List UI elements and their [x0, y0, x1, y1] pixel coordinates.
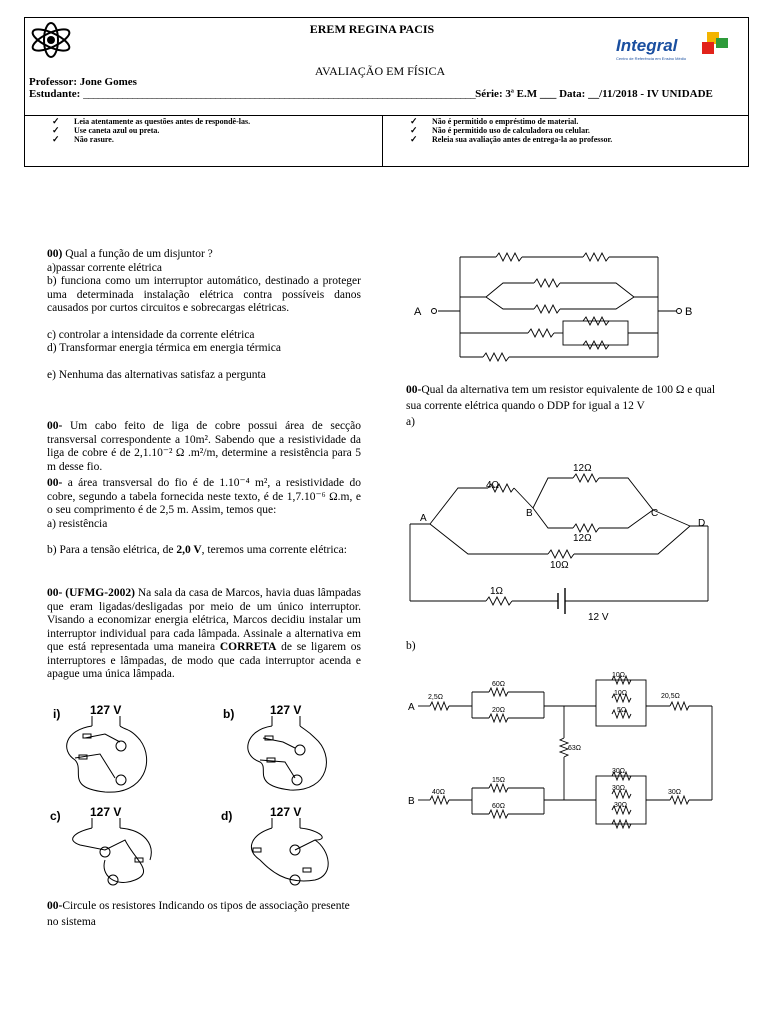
integral-logo [616, 30, 736, 66]
q4-source: (UFMG-2002) [65, 587, 135, 599]
q6-text: Qual da alternativa tem um resistor equivalente de 100 Ω e qual sua corrente elétrica quando o DDP for igual a 12 V [406, 384, 716, 412]
circuit-b-node-a: A [408, 702, 415, 713]
res-20-5-label: 20,5Ω [661, 693, 680, 700]
question-6 [406, 382, 726, 430]
cross-logo-icon [696, 30, 732, 60]
rule-item [52, 135, 250, 144]
rule-text: Não rasure. [74, 135, 114, 144]
q6-option-b: b) [406, 640, 416, 652]
circuit-b-node-b: B [408, 796, 415, 807]
professor-name: Professor: Jone Gomes [29, 76, 137, 88]
circuit-top [408, 245, 708, 367]
circuit-a-node-a: A [420, 513, 427, 524]
res-60b-label: 60Ω [492, 803, 506, 810]
q3-option-b-post: , teremos uma corrente elétrica: [201, 544, 347, 556]
q1-number: 00) [47, 248, 63, 260]
res-30a-label: 30Ω [612, 768, 626, 775]
option-d-voltage: 127 V [270, 805, 302, 819]
q3-number: 00- [47, 477, 63, 489]
q2-number: 00- [47, 420, 63, 432]
node-b-label: B [685, 306, 693, 318]
student-row [29, 88, 713, 100]
rule-text: Não é permitido o empréstimo de material. [432, 117, 579, 126]
check-icon: ✓ [52, 125, 60, 135]
q1-text: Qual a função de um disjuntor ? [65, 248, 213, 260]
resistor-1-label: 1Ω [490, 586, 504, 597]
question-5 [47, 898, 361, 930]
rule-text: Leia atentamente as questões antes de respondê-las. [74, 117, 251, 126]
resistor-12a-label: 12Ω [573, 463, 592, 474]
rule-text: Releia sua avaliação antes de entrega-la ao professor. [432, 135, 613, 144]
rule-item [410, 126, 612, 135]
res-20-label: 20Ω [492, 707, 506, 714]
student-label: Estudante: [29, 88, 81, 100]
rules-left [52, 117, 250, 144]
check-icon: ✓ [410, 116, 418, 126]
option-c-label: c) [50, 809, 61, 823]
q1-option-c: c) controlar a intensidade da corrente elétrica [47, 328, 255, 341]
res-15-label: 15Ω [492, 777, 506, 784]
res-30d-label: 30Ω [668, 789, 682, 796]
option-b-voltage: 127 V [270, 703, 302, 717]
rules-divider [382, 115, 383, 166]
circuit-a-node-b: B [526, 508, 533, 519]
rules-right [410, 117, 612, 144]
brand-tagline: Centro de Referência em Ensino Médio [616, 56, 687, 61]
res-5-label: 5Ω [617, 707, 627, 714]
option-d-label: d) [221, 809, 233, 823]
header-divider [25, 115, 748, 116]
check-icon: ✓ [410, 134, 418, 144]
question-4 [47, 587, 361, 682]
exam-title: AVALIAÇÃO EM FÍSICA [314, 64, 446, 78]
option-i-label: i) [53, 707, 61, 721]
q1-option-a: a)passar corrente elétrica [47, 261, 162, 274]
option-i-voltage: 127 V [90, 703, 122, 717]
res-63-label: 63Ω [568, 745, 582, 752]
rule-item [410, 117, 612, 126]
rule-text: Use caneta azul ou preta. [74, 126, 160, 135]
serie-sup: a [510, 88, 514, 95]
circuit-a-node-c: C [651, 508, 659, 519]
q1-option-e: e) Nenhuma das alternativas satisfaz a pergunta [47, 368, 266, 381]
res-2-5-label: 2,5Ω [428, 694, 443, 701]
check-icon: ✓ [410, 125, 418, 135]
circuit-a [408, 458, 718, 626]
res-60a-label: 60Ω [492, 681, 506, 688]
q4-number: 00- [47, 587, 63, 599]
res-10a-label: 10Ω [612, 672, 626, 679]
serie-label: Série [475, 88, 499, 100]
q3-option-b-pre: b) Para a tensão elétrica, de [47, 544, 174, 556]
atom-logo-icon [28, 20, 74, 60]
q5-number: 00- [47, 900, 63, 912]
question-2 [47, 420, 361, 474]
res-10b-label: 10Ω [614, 690, 628, 697]
student-name-field[interactable]: ________________________________________________________________________________ [83, 88, 476, 100]
res-30c-label: 30Ω [614, 802, 628, 809]
q3-text: a área transversal do fio é de 1.10⁻⁴ m², a resistividade do cobre, segundo a tabela fornecida neste texto, é de 1,7.10⁻⁶ Ω.m, e o seu comprimento é de 2,5 m. Assim, temos que: [47, 477, 362, 516]
circuit-b [404, 668, 720, 830]
resistor-10-label: 10Ω [550, 560, 569, 571]
node-a-label: A [414, 306, 422, 318]
brand-name: Integral [616, 36, 678, 55]
q4-text-b: de se ligarem os interruptores e lâmpadas, de modo que cada interruptor acenda e apague uma única lâmpada. [47, 641, 361, 680]
lamp-options-figure [45, 700, 365, 895]
q6-number: 00- [406, 384, 422, 396]
res-40-label: 40Ω [432, 789, 446, 796]
battery-label: 12 V [588, 612, 609, 623]
option-b-label: b) [223, 707, 235, 721]
q2-text: Um cabo feito de liga de cobre possui área de secção transversal correspondente a 10m². Sabendo que a resistividade da liga de cobre é de 2,1.10⁻² Ω .m²/m, determine a resistência para 5 m desse fio. [47, 420, 362, 473]
resistor-12b-label: 12Ω [573, 533, 592, 544]
serie-value: : 3 [498, 88, 511, 100]
rule-text: Não é permitido uso de calculadora ou celular. [432, 126, 590, 135]
q4-text-a: Na sala da casa de Marcos, havia duas lâmpadas que eram ligadas/desligadas por meio de um único interruptor. Visando a economizar energia elétrica, Marcos decidiu instalar um interruptor individual para cada lâmpada. Assinale a alternativa em que está representada uma maneira [47, 587, 362, 653]
q1-option-d: d) Transformar energia térmica em energia térmica [47, 342, 281, 354]
check-icon: ✓ [52, 134, 60, 144]
q3-option-a: a) resistência [47, 517, 108, 530]
rule-item [52, 117, 250, 126]
rule-item [410, 135, 612, 144]
check-icon: ✓ [52, 116, 60, 126]
q6-option-a: a) [406, 416, 415, 428]
serie-date: E.M ___ Data: __/11/2018 - IV UNIDADE [516, 88, 713, 100]
question-1 [47, 248, 361, 382]
res-30b-label: 30Ω [612, 785, 626, 792]
school-name: EREM REGINA PACIS [309, 22, 435, 36]
q5-text: Circule os resistores Indicando os tipos de associação presente no sistema [47, 900, 350, 928]
q4-correta: CORRETA [219, 641, 277, 653]
q3-option-b-value: 2,0 V [176, 544, 202, 556]
option-c-voltage: 127 V [90, 805, 122, 819]
rule-item [52, 126, 250, 135]
q1-option-b: b) funciona como um interruptor automático, destinado a proteger uma determinada instalação elétrica contra possíveis danos causados por curtos circuitos e sobrecargas elétricas. [47, 275, 361, 314]
question-3 [47, 477, 361, 558]
resistor-4-label: 4Ω [486, 480, 500, 491]
circuit-a-node-d: D [698, 518, 706, 529]
